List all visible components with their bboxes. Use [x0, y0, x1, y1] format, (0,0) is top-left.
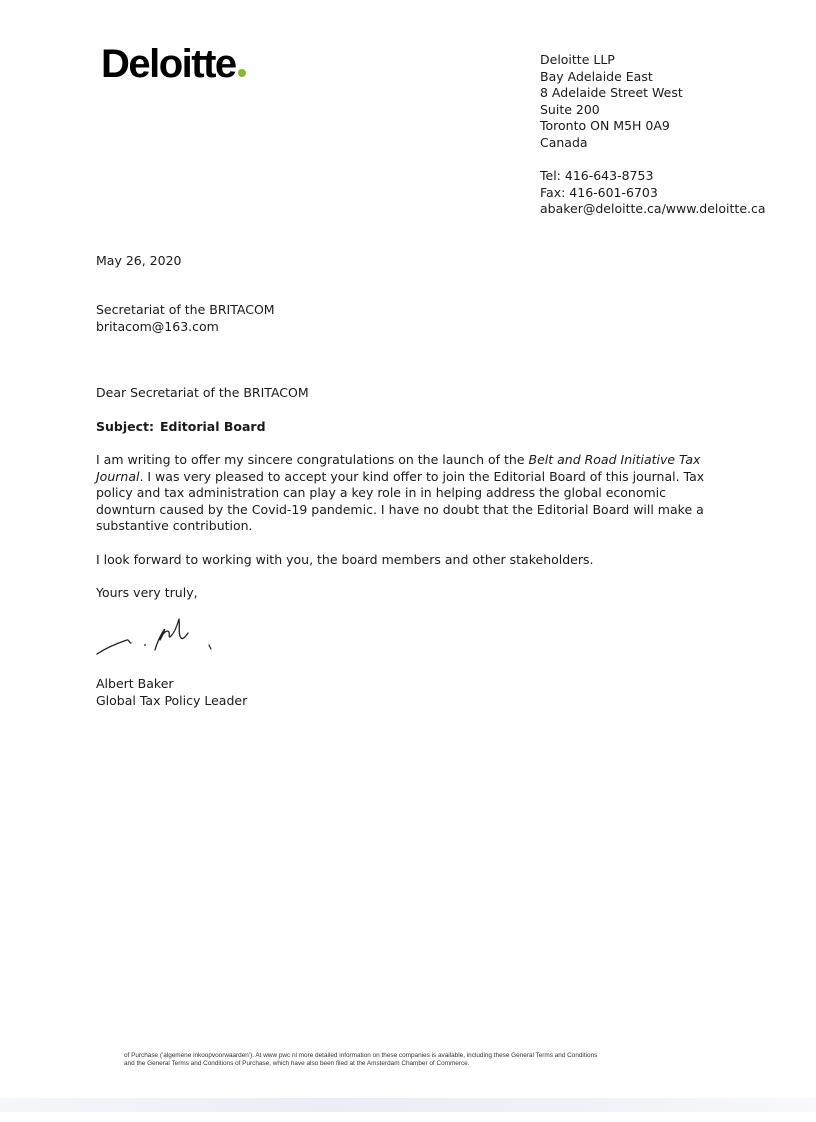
signer-title: Global Tax Policy Leader: [96, 692, 248, 708]
subject-text: Editorial Board: [160, 419, 266, 434]
telephone: Tel: 416-643-8753: [540, 168, 654, 184]
logo-text: Deloitte: [101, 42, 236, 86]
email-website: abaker@deloitte.ca/www.deloitte.ca: [540, 201, 766, 217]
fax: Fax: 416-601-6703: [540, 184, 658, 200]
address-line: Suite 200: [540, 101, 600, 117]
salutation: Dear Secretariat of the BRITACOM: [96, 385, 309, 400]
handwritten-signature: [94, 612, 224, 660]
scan-edge-band: [0, 1098, 816, 1112]
sender-address: [540, 52, 766, 218]
footer-line: and the General Terms and Conditions of Purchase, which have also been filed at the Amsterdam Chamber of Commerce.: [124, 1060, 470, 1068]
paragraph-intro: I am writing to offer my sincere congratulations on the launch of the: [96, 452, 529, 467]
recipient-block: [96, 302, 275, 335]
deloitte-logo: [101, 44, 246, 84]
footer-line: of Purchase ('algemene inkoopvoorwaarden'). At www pwc nl more detailed information on these companies is available, including these General Terms and Conditions: [124, 1052, 598, 1059]
recipient-email: britacom@163.com: [96, 318, 219, 334]
address-line: Deloitte LLP: [540, 52, 615, 67]
footer-notice: [124, 1052, 734, 1068]
address-line: 8 Adelaide Street West: [540, 85, 683, 101]
body-paragraph-2: I look forward to working with you, the board members and other stakeholders.: [96, 552, 594, 567]
subject-label: Subject:: [96, 419, 154, 434]
letter-date: May 26, 2020: [96, 253, 182, 268]
recipient-name: Secretariat of the BRITACOM: [96, 302, 275, 317]
body-paragraph-1: [96, 452, 721, 535]
subject-line: [96, 419, 266, 436]
signer-block: [96, 676, 247, 709]
address-gap: [540, 152, 766, 169]
logo-dot: [238, 69, 246, 77]
address-line: Canada: [540, 134, 588, 150]
journal-title: Belt and Road Initiative Tax Journal: [96, 452, 701, 484]
signer-name: Albert Baker: [96, 676, 174, 691]
address-line: Toronto ON M5H 0A9: [540, 118, 670, 134]
paragraph-rest: . I was very pleased to accept your kind offer to join the Editorial Board of this journal. Tax policy and tax administration can play a key role in in helping address the global economic downturn caused by the Covid-19 pandemic. I have no doubt that the Editorial Board will make a substantive contribution.: [96, 468, 705, 534]
address-line: Bay Adelaide East: [540, 68, 653, 84]
closing: Yours very truly,: [96, 585, 198, 600]
